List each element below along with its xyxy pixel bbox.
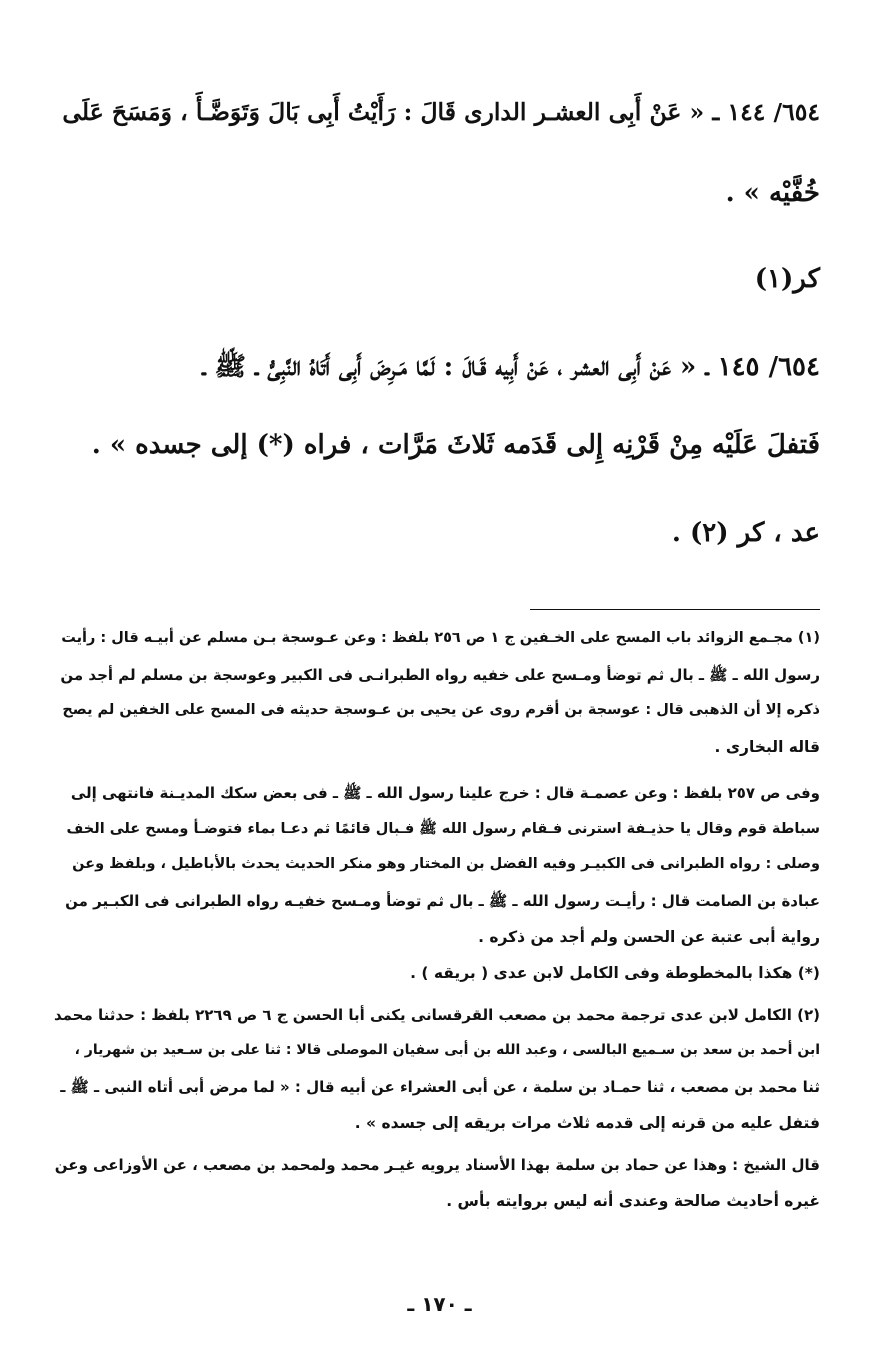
footnote-2-line-5: قال الشيخ : وهذا عن حماد بن سلمة بهذا الأسناد يرويه غيـر محمد ولمحمد بن مصعب ، عن الأوزاعى وعن xyxy=(54,1156,820,1174)
footnote-1-line-9: رواية أبى عتبة عن الحسن ولم أجد من ذكره . xyxy=(478,928,820,946)
footnote-2-line-3: ثنا محمد بن مصعب ، ثنا حمـاد بن سلمة ، عن أبى العشراء عن أبيه قال : « لما مرض أبى أتاه النبى ـ ﷺ ـ xyxy=(60,1078,820,1096)
footnote-1-line-6: سباطة قوم وقال يا حذيـفة استرنى فـقام رسول الله ﷺ فـبال قائمًا ثم دعـا بماء فتوضـأ ومسح على الخف xyxy=(66,821,820,837)
hadith-144-source: كر(١) xyxy=(754,264,820,294)
footnote-2-line-2: ابن أحمد بن سعد بن سـميع البالسى ، وعبد الله بن أبى سفيان الموصلى قالا : ثنا على بن سـعيد بن شهريار ، xyxy=(74,1042,820,1058)
footnote-2-line-1: (٢) الكامل لابن عدى ترجمة محمد بن مصعب القرقسانى يكنى أبا الحسن ج ٦ ص ٢٢٦٩ بلفظ : حدثنا محمد xyxy=(53,1006,820,1024)
footnote-1-line-7: وصلى : رواه الطبرانى فى الكبيـر وفيه الفضل بن المختار وهو منكر الحديث يحدث بالأباطيل ، وبلفظ وعن xyxy=(72,856,820,872)
hadith-144-line-2: خُفَّيْه » . xyxy=(725,178,820,208)
footnote-star-note: (*) هكذا بالمخطوطة وفى الكامل لابن عدى ( بريقه ) . xyxy=(410,964,820,982)
footnote-separator xyxy=(530,609,820,610)
hadith-145-line-1: ٦٥٤/ ١٤٥ ـ « عَنْ أَبِى العشر ، عَنْ أَبِيه قَـالَ : لَمَّا مَـرِضَ أَبِى أَتَاهُ النَّبِىُّ ـ ﷺ ـ xyxy=(202,352,820,382)
hadith-145-source: عد ، كر (٢) . xyxy=(671,518,820,548)
footnote-1-line-2: رسول الله ـ ﷺ ـ بال ثم توضأ ومـسح على خفيه رواه الطبرانـى فى الكبير وعوسجة بن مسلم لم أجد من xyxy=(60,666,820,684)
footnote-1-line-8: عبادة بن الصامت قال : رأيـت رسول الله ـ ﷺ ـ بال ثم توضأ ومـسح خفيـه رواه الطبرانى فى الكبـير من xyxy=(65,892,820,910)
hadith-145-line-2: فَتفلَ عَلَيْه مِنْ قَرْنِه إِلى قَدَمه ثَلاثَ مَرَّات ، فراه (*) إلى جسده » . xyxy=(91,430,820,460)
hadith-144-line-1: ٦٥٤/ ١٤٤ ـ « عَنْ أَبِى العشـر الدارى قَالَ : رَأَيْتُ أَبِى بَالَ وَتَوَضَّـأَ ، وَمَسَحَ عَلَى xyxy=(62,98,820,126)
footnote-2-line-4: فتفل عليه من قرنه إلى قدمه ثلاث مرات بريقه إلى جسده » . xyxy=(354,1114,820,1132)
footnote-1-line-3: ذكره إلا أن الذهبى قال : عوسجة بن أقرم روى عن يحيى بن عـوسجة حديثه فى المسح على الخفين لم يصح xyxy=(62,702,820,718)
footnote-1-line-1: (١) مجـمع الزوائد باب المسح على الخـفين ج ١ ص ٢٥٦ بلفظ : وعن عـوسجة بـن مسلم عن أبيـه قال : رأيت xyxy=(61,630,820,646)
footnote-2-line-6: غيره أحاديث صالحة وعندى أنه ليس بروايته بأس . xyxy=(446,1192,820,1210)
page-number: ـ ١٧٠ ـ xyxy=(407,1292,472,1316)
footnote-1-line-4: قاله البخارى . xyxy=(714,738,820,756)
footnote-1-line-5: وفى ص ٢٥٧ بلفظ : وعن عصمـة قال : خرج علينا رسول الله ـ ﷺ ـ فى بعض سكك المديـنة فانتهى إلى xyxy=(70,784,820,802)
